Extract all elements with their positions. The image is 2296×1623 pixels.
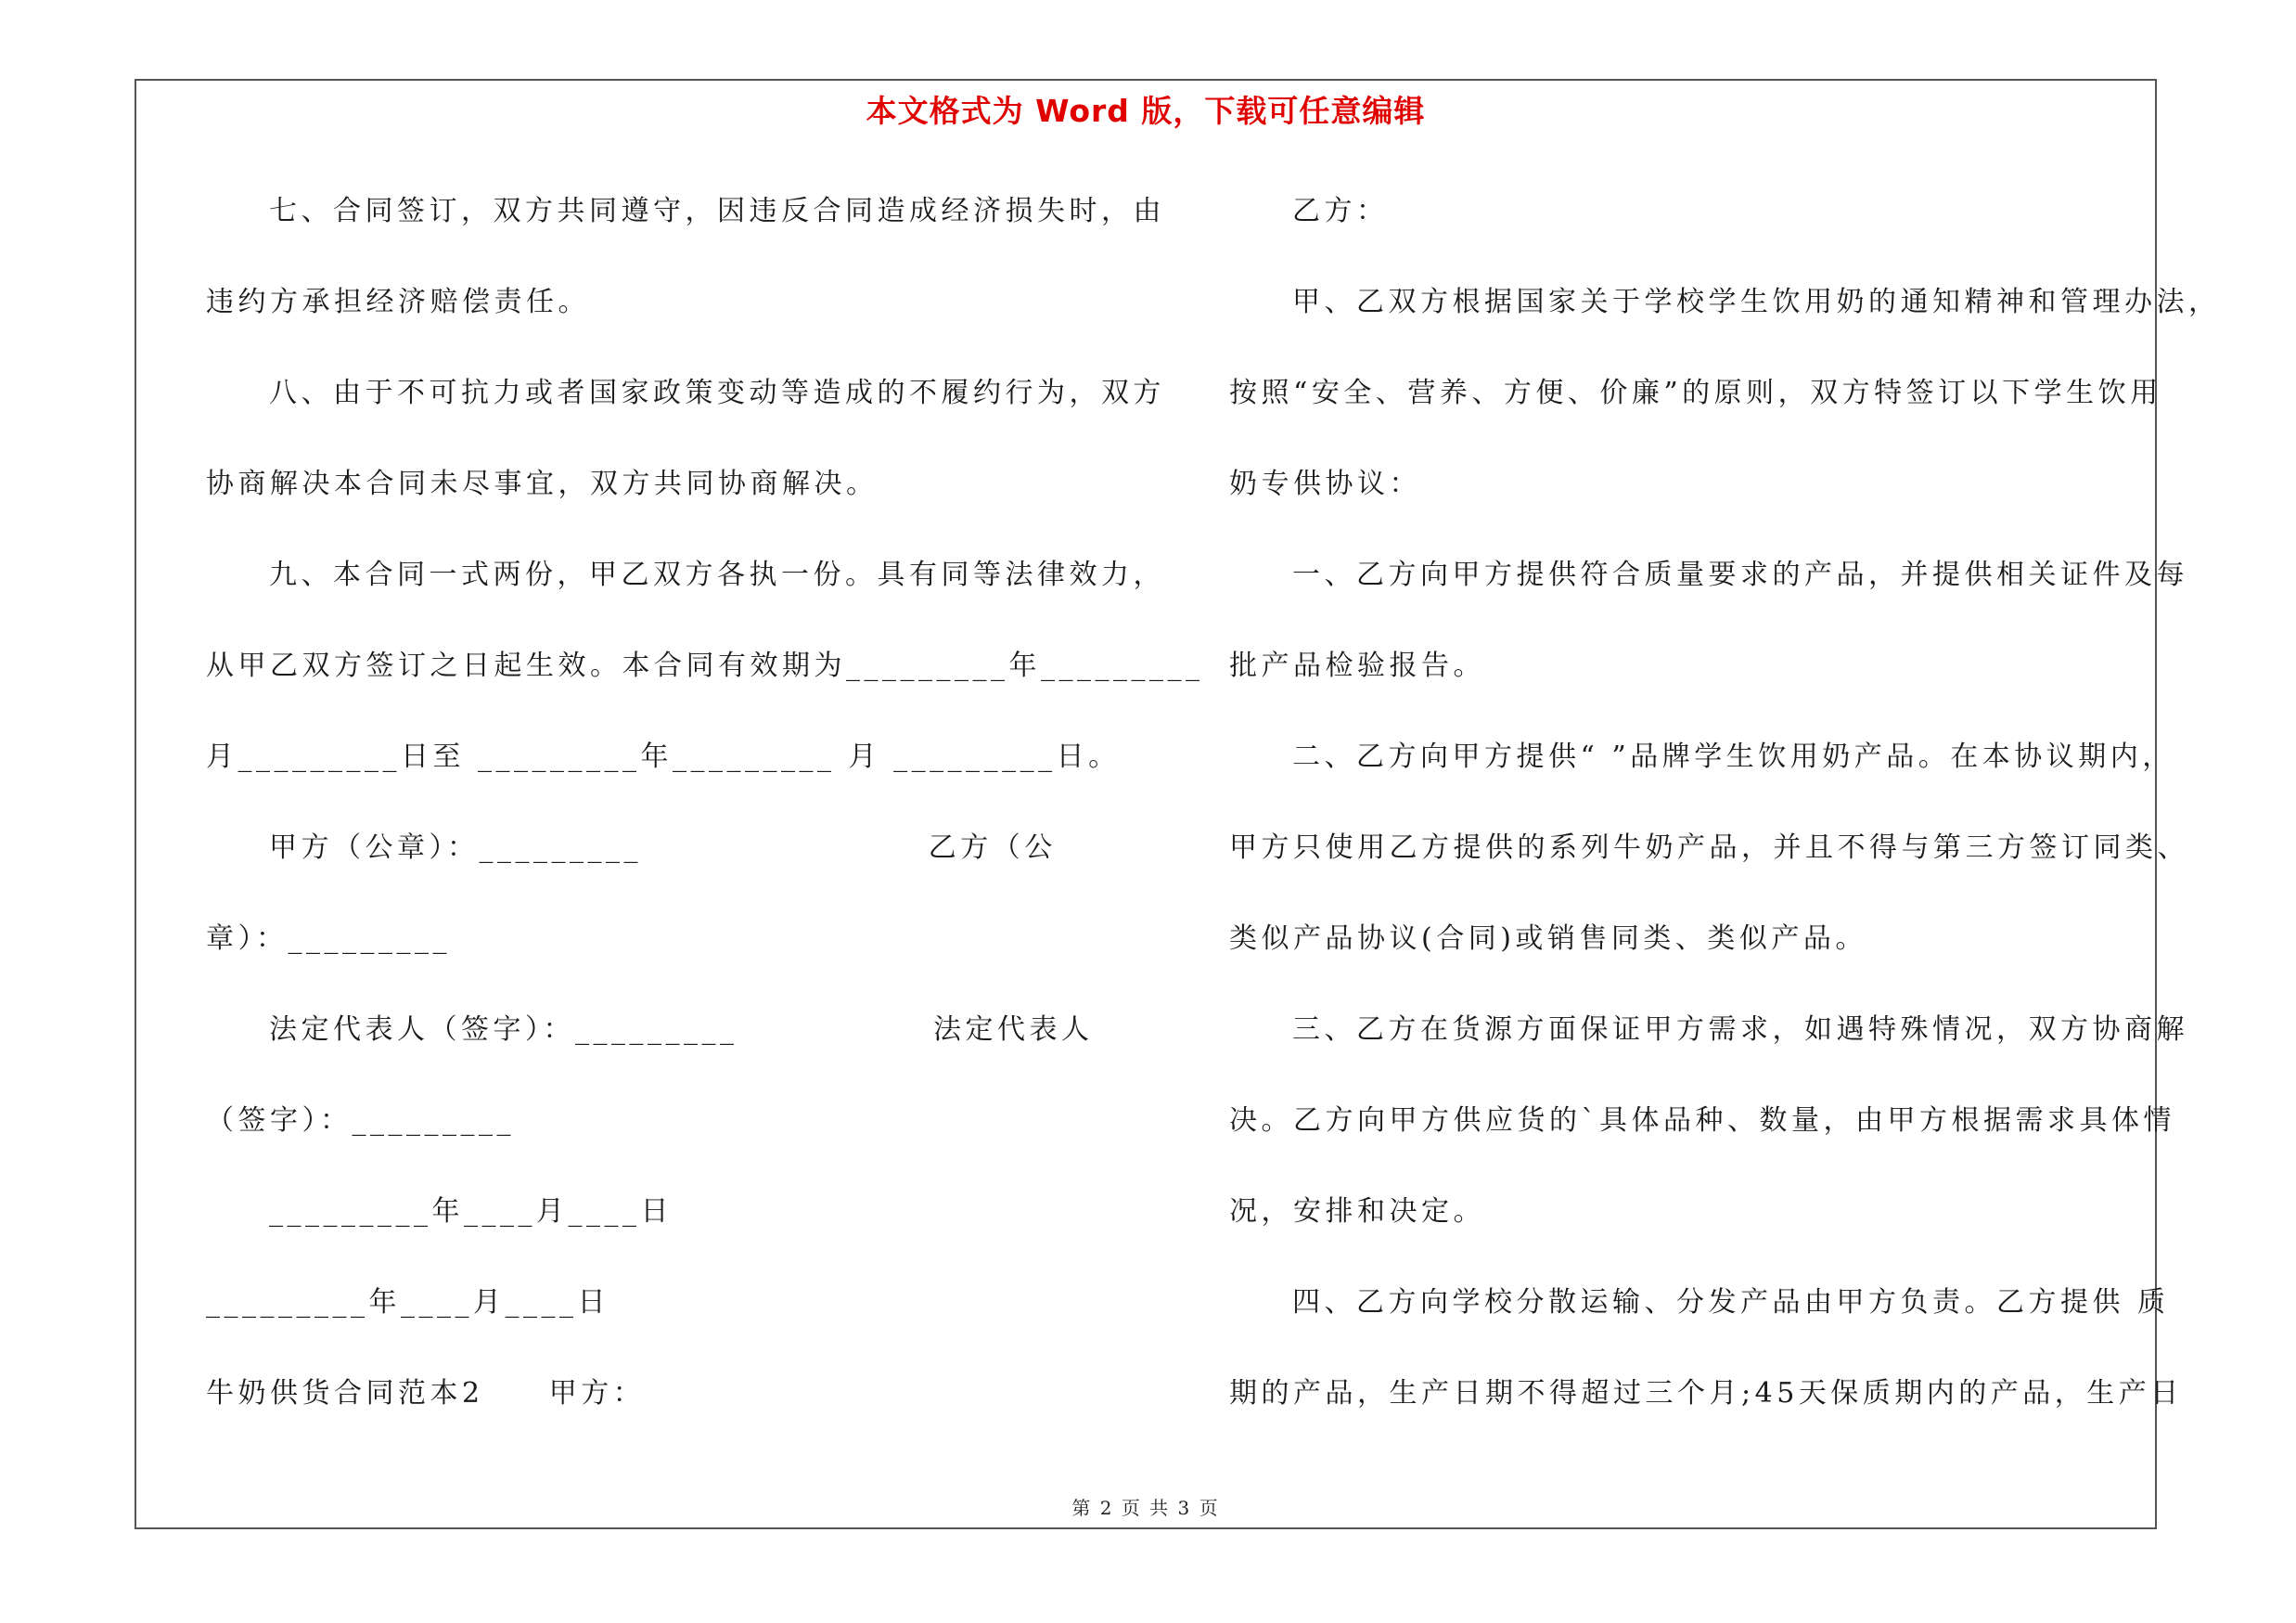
left-line-12: _________年____月____日 — [269, 1195, 673, 1228]
left-line-8: 甲方（公章）：_________ 乙方（公 — [269, 831, 1057, 864]
right-line-12: 况，安排和决定。 — [1229, 1195, 1485, 1228]
right-line-6: 批产品检验报告。 — [1229, 650, 1485, 682]
left-line-4: 协商解决本合同未尽事宜，双方共同协商解决。 — [206, 468, 879, 500]
left-line-3: 八、由于不可抗力或者国家政策变动等造成的不履约行为，双方 — [269, 377, 1165, 409]
right-column — [1229, 184, 2221, 1457]
left-line-5: 九、本合同一式两份，甲乙双方各执一份。具有同等法律效力， — [269, 559, 1165, 591]
right-line-9: 类似产品协议(合同)或销售同类、类似产品。 — [1229, 922, 1867, 955]
word-format-banner: 本文格式为 Word 版，下载可任意编辑 — [866, 93, 1426, 129]
right-line-10: 三、乙方在货源方面保证甲方需求，如遇特殊情况，双方协商解 — [1292, 1013, 2188, 1046]
right-line-5: 一、乙方向甲方提供符合质量要求的产品，并提供相关证件及每 — [1292, 559, 2188, 591]
left-line-10: 法定代表人（签字）：_________ 法定代表人 — [269, 1013, 1094, 1046]
left-line-1: 七、合同签订，双方共同遵守，因违反合同造成经济损失时，由 — [269, 195, 1165, 227]
right-line-13: 四、乙方向学校分散运输、分发产品由甲方负责。乙方提供 质 — [1292, 1286, 2170, 1319]
right-line-2: 甲、乙双方根据国家关于学校学生饮用奶的通知精神和管理办法， — [1292, 286, 2221, 318]
page-number-footer: 第 2 页 共 3 页 — [1071, 1497, 1220, 1519]
left-column — [206, 184, 1204, 1457]
right-line-14: 期的产品，生产日期不得超过三个月;45天保质期内的产品，生产日 — [1229, 1377, 2183, 1410]
left-line-9: 章）：_________ — [206, 922, 451, 955]
right-line-1: 乙方： — [1292, 195, 1389, 227]
left-line-11: （签字）：_________ — [206, 1104, 515, 1137]
left-line-6: 从甲乙双方签订之日起生效。本合同有效期为_________年_________ — [206, 650, 1204, 682]
left-line-13: _________年____月____日 — [206, 1286, 609, 1319]
left-line-14: 牛奶供货合同范本2 甲方： — [206, 1377, 646, 1410]
left-line-2: 违约方承担经济赔偿责任。 — [206, 286, 590, 318]
right-line-3: 按照“安全、营养、方便、价廉”的原则，双方特签订以下学生饮用 — [1229, 377, 2162, 409]
right-line-11: 决。乙方向甲方供应货的`具体品种、数量，由甲方根据需求具体情 — [1229, 1104, 2175, 1137]
left-line-7: 月_________日至 _________年_________ 月 _________日。 — [206, 741, 1121, 773]
right-line-4: 奶专供协议： — [1229, 468, 1421, 500]
right-line-8: 甲方只使用乙方提供的系列牛奶产品，并且不得与第三方签订同类、 — [1229, 831, 2189, 864]
right-line-7: 二、乙方向甲方提供“ ”品牌学生饮用奶产品。在本协议期内， — [1292, 741, 2174, 773]
